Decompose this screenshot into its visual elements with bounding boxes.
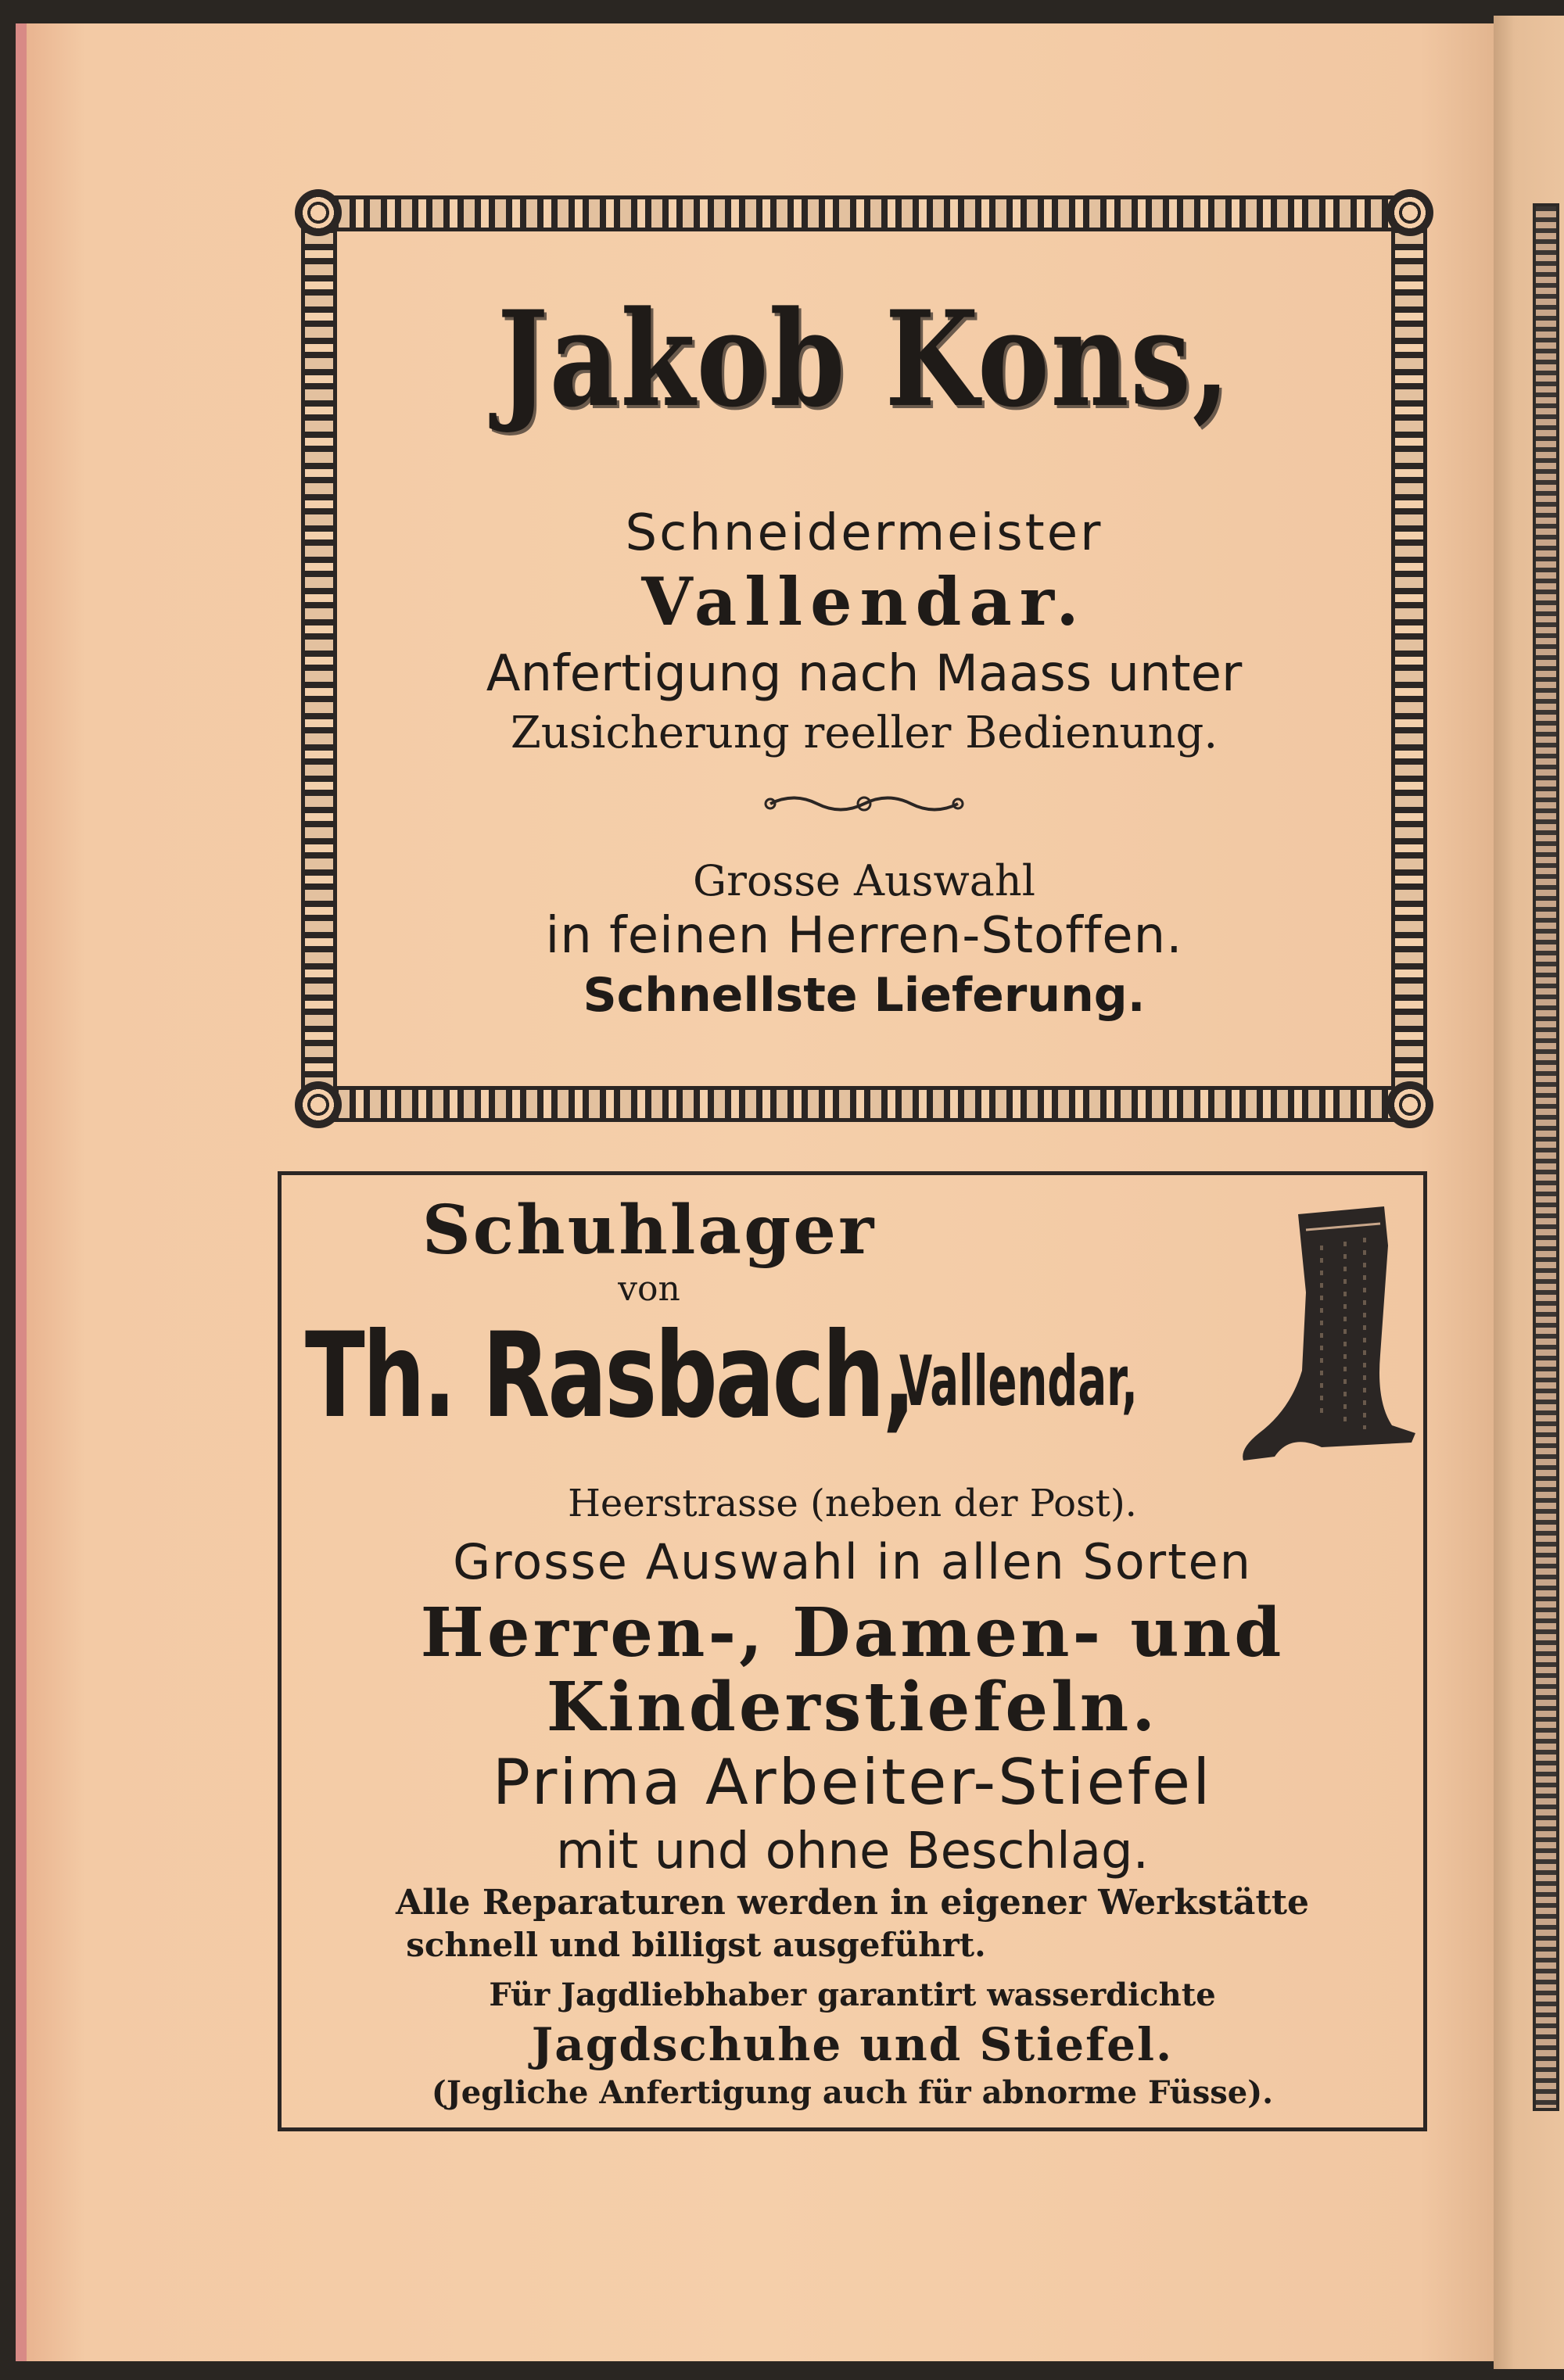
ad-text-line: Anfertigung nach Maass unter: [486, 645, 1243, 703]
boot-icon: [1228, 1199, 1423, 1472]
ad-text-line: Prima Arbeiter-Stiefel: [492, 1746, 1213, 1819]
ad-heading: Schuhlager: [421, 1191, 877, 1270]
city-name: Vallendar.: [641, 563, 1087, 640]
ad-text-line: Kinderstiefeln.: [546, 1668, 1159, 1747]
corner-rosette-icon: [1386, 1081, 1433, 1128]
ad-text-line: Schnellste Lieferung.: [583, 968, 1146, 1023]
corner-rosette-icon: [295, 189, 342, 236]
corner-rosette-icon: [1386, 189, 1433, 236]
corner-rosette-icon: [295, 1081, 342, 1128]
ad-text-line: Herren-, Damen- und: [420, 1593, 1285, 1672]
advertisement-rasbach: [278, 1171, 1427, 2131]
ad-text-line: Grosse Auswahl: [693, 856, 1035, 905]
ad-text-line: Zusicherung reeller Bedienung.: [510, 708, 1218, 758]
ad-text-line: Jagdschuhe und Stiefel.: [531, 2018, 1174, 2071]
profession: Schneidermeister: [625, 504, 1103, 562]
ad-text-line: schnell und billigst ausgeführt.: [406, 1926, 986, 1964]
chain-border-top: [301, 195, 1427, 231]
chain-border-bottom: [301, 1086, 1427, 1122]
ad-text-line: Für Jagdliebhaber garantirt wasserdichte: [489, 1977, 1216, 2013]
address-line: Heerstrasse (neben der Post).: [568, 1482, 1137, 1525]
ad-text-von: von: [618, 1269, 680, 1309]
advertisement-kons: [301, 195, 1427, 1122]
city-name: Vallendar,: [899, 1341, 1138, 1421]
divider-ornament-icon: [762, 788, 966, 819]
ad-text-line: in feinen Herren-Stoffen.: [545, 907, 1183, 965]
ad-text-line: mit und ohne Beschlag.: [556, 1823, 1149, 1880]
advertiser-name: Jakob Kons,: [497, 281, 1232, 436]
ad-text-line: Grosse Auswahl in allen Sorten: [453, 1533, 1252, 1590]
advertiser-name-text: Th. Rasbach,: [305, 1308, 914, 1444]
adjacent-page-border-ornament: [1533, 203, 1559, 2111]
ad-text-line: (Jegliche Anfertigung auch für abnorme Füsse).: [431, 2074, 1274, 2111]
advertiser-name: [305, 1308, 1138, 1444]
ad-text-line: Alle Reparaturen werden in eigener Werkstätte: [395, 1883, 1310, 1923]
